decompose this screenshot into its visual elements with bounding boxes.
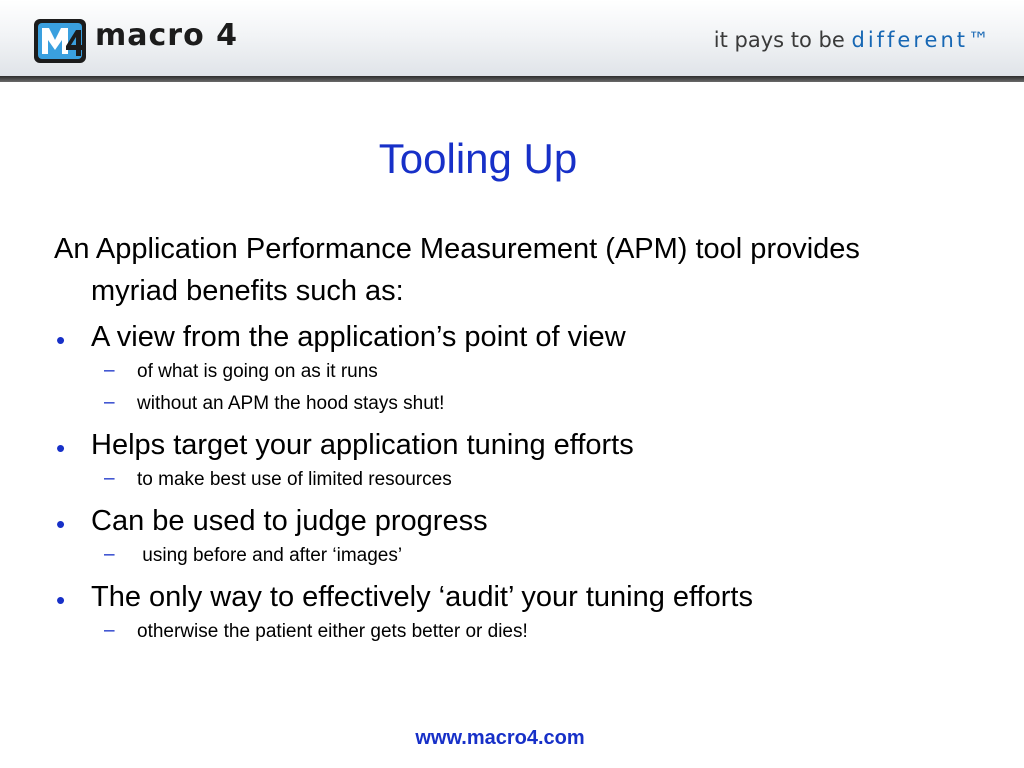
sub-bullet-item (54, 540, 954, 572)
sub-bullet-item (54, 616, 954, 648)
sub-dash-icon: – (104, 468, 115, 489)
bullet-dot-icon: • (56, 585, 66, 615)
sub-dash-icon: – (104, 392, 115, 413)
sub-dash-icon: – (104, 544, 115, 565)
header-divider (0, 76, 1024, 82)
slide-header (0, 0, 1024, 78)
slide-body (54, 228, 954, 648)
bullet-dot-icon: • (56, 433, 66, 463)
tagline (714, 28, 992, 52)
sub-bullet-text: without an APM the hood stays shut! (137, 393, 445, 414)
sub-bullet-text: using before and after ‘images’ (137, 545, 403, 566)
logo-wordmark: macro 4 (95, 18, 239, 53)
sub-bullet-item (54, 388, 954, 420)
footer-link[interactable]: www.macro4.com (415, 727, 585, 749)
intro-paragraph: An Application Performance Measurement (APM) tool provides myriad benefits such as: (54, 233, 860, 307)
tagline-accent: different™ (851, 28, 992, 52)
bullet-item (54, 426, 954, 464)
bullet-text: The only way to effectively ‘audit’ your tuning efforts (91, 581, 753, 613)
sub-dash-icon: – (104, 620, 115, 641)
bullet-item (54, 318, 954, 356)
sub-bullet-text: of what is going on as it runs (137, 361, 378, 382)
bullet-item (54, 502, 954, 540)
sub-bullet-text: otherwise the patient either gets better or dies! (137, 621, 528, 642)
bullet-text: A view from the application’s point of view (91, 321, 626, 353)
tagline-prefix: it pays to be (713, 28, 845, 52)
slide-title: Tooling Up (378, 135, 578, 182)
sub-bullet-item (54, 464, 954, 496)
sub-bullet-text: to make best use of limited resources (137, 469, 452, 490)
bullet-text: Helps target your application tuning efforts (91, 429, 634, 461)
sub-bullet-item (54, 356, 954, 388)
bullet-dot-icon: • (56, 325, 66, 355)
m4-logo-icon (33, 16, 89, 66)
bullet-dot-icon: • (56, 509, 66, 539)
bullet-item (54, 578, 954, 616)
bullet-text: Can be used to judge progress (91, 505, 488, 537)
sub-dash-icon: – (104, 360, 115, 381)
